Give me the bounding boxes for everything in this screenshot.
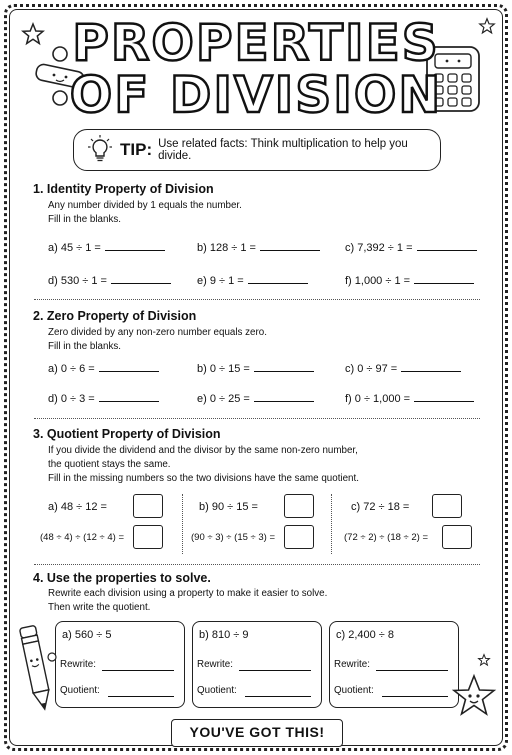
- title-line-2: OF DIVISION: [69, 66, 443, 124]
- divider: [182, 494, 183, 554]
- answer-box[interactable]: [442, 525, 472, 549]
- section-1-instruction: Fill in the blanks.: [48, 214, 121, 225]
- answer-blank[interactable]: [248, 273, 308, 284]
- star-icon: [478, 654, 490, 666]
- tip-text: Use related facts: Think multiplication to help you divide.: [158, 138, 408, 162]
- answer-blank[interactable]: [254, 361, 314, 372]
- answer-blank[interactable]: [260, 240, 320, 251]
- rewrite-3c: (72 ÷ 2) ÷ (18 ÷ 2) =: [344, 532, 429, 543]
- card-problem: c) 2,400 ÷ 8: [336, 629, 395, 641]
- section-1-description: Any number divided by 1 equals the number.: [48, 200, 242, 211]
- section-2-description: Zero divided by any non-zero number equals zero.: [48, 327, 267, 338]
- rewrite-label: Rewrite:: [60, 659, 96, 670]
- divider: [34, 299, 480, 300]
- encouragement-banner: YOU'VE GOT THIS!: [171, 719, 343, 747]
- divider: [331, 494, 332, 554]
- divider: [34, 418, 480, 419]
- problem-card-c: [329, 621, 459, 708]
- problem-1d: d) 530 ÷ 1 =: [48, 273, 171, 287]
- rewrite-3a: (48 ÷ 4) ÷ (12 ÷ 4) =: [40, 532, 125, 543]
- answer-box[interactable]: [133, 525, 163, 549]
- answer-blank[interactable]: [99, 361, 159, 372]
- problem-3c: c) 72 ÷ 18 =: [351, 501, 410, 513]
- quotient-blank[interactable]: [382, 695, 448, 697]
- card-problem: a) 560 ÷ 5: [62, 629, 112, 641]
- card-problem: b) 810 ÷ 9: [199, 629, 249, 641]
- lightbulb-icon: [86, 135, 114, 165]
- problem-2e: e) 0 ÷ 25 =: [197, 391, 314, 405]
- answer-blank[interactable]: [401, 361, 461, 372]
- problem-3a: a) 48 ÷ 12 =: [48, 501, 107, 513]
- problem-2a: a) 0 ÷ 6 =: [48, 361, 159, 375]
- section-3-title: 3. Quotient Property of Division: [33, 427, 221, 441]
- rewrite-label: Rewrite:: [197, 659, 233, 670]
- section-3-description-2: the quotient stays the same.: [48, 459, 171, 470]
- divider: [34, 564, 480, 565]
- rewrite-3b: (90 ÷ 3) ÷ (15 ÷ 3) =: [191, 532, 276, 543]
- title-line-1: PROPERTIES: [72, 14, 440, 72]
- problem-2f: f) 0 ÷ 1,000 =: [345, 391, 474, 405]
- answer-blank[interactable]: [254, 391, 314, 402]
- answer-blank[interactable]: [417, 240, 477, 251]
- pencil-icon: [14, 622, 58, 714]
- answer-blank[interactable]: [414, 273, 474, 284]
- answer-blank[interactable]: [414, 391, 474, 402]
- answer-blank[interactable]: [99, 391, 159, 402]
- rewrite-label: Rewrite:: [334, 659, 370, 670]
- problem-3b: b) 90 ÷ 15 =: [199, 501, 258, 513]
- section-4-description-2: Then write the quotient.: [48, 602, 151, 613]
- section-4-title: 4. Use the properties to solve.: [33, 571, 211, 585]
- problem-2b: b) 0 ÷ 15 =: [197, 361, 314, 375]
- problem-1e: e) 9 ÷ 1 =: [197, 273, 308, 287]
- problem-2c: c) 0 ÷ 97 =: [345, 361, 461, 375]
- rewrite-blank[interactable]: [376, 669, 448, 671]
- quotient-label: Quotient:: [60, 685, 100, 696]
- answer-box[interactable]: [284, 525, 314, 549]
- tip-label: TIP:: [120, 140, 153, 159]
- tip-box: [73, 129, 441, 171]
- section-3-instruction: Fill in the missing numbers so the two divisions have the same quotient.: [48, 473, 359, 484]
- problem-2d: d) 0 ÷ 3 =: [48, 391, 159, 405]
- answer-box[interactable]: [133, 494, 163, 518]
- rewrite-blank[interactable]: [239, 669, 311, 671]
- problem-1c: c) 7,392 ÷ 1 =: [345, 240, 477, 254]
- answer-box[interactable]: [432, 494, 462, 518]
- quotient-label: Quotient:: [197, 685, 237, 696]
- quotient-label: Quotient:: [334, 685, 374, 696]
- answer-box[interactable]: [284, 494, 314, 518]
- rewrite-blank[interactable]: [102, 669, 174, 671]
- section-3-description-1: If you divide the dividend and the divisor by the same non-zero number,: [48, 445, 358, 456]
- section-2-instruction: Fill in the blanks.: [48, 341, 121, 352]
- problem-card-b: [192, 621, 322, 708]
- quotient-blank[interactable]: [245, 695, 311, 697]
- problem-1f: f) 1,000 ÷ 1 =: [345, 273, 474, 287]
- section-2-title: 2. Zero Property of Division: [33, 309, 197, 323]
- answer-blank[interactable]: [105, 240, 165, 251]
- problem-card-a: [55, 621, 185, 708]
- answer-blank[interactable]: [111, 273, 171, 284]
- smiling-star-icon: [451, 674, 497, 720]
- section-1-title: 1. Identity Property of Division: [33, 182, 214, 196]
- problem-1b: b) 128 ÷ 1 =: [197, 240, 320, 254]
- section-4-description-1: Rewrite each division using a property to make it easier to solve.: [48, 588, 328, 599]
- quotient-blank[interactable]: [108, 695, 174, 697]
- problem-1a: a) 45 ÷ 1 =: [48, 240, 165, 254]
